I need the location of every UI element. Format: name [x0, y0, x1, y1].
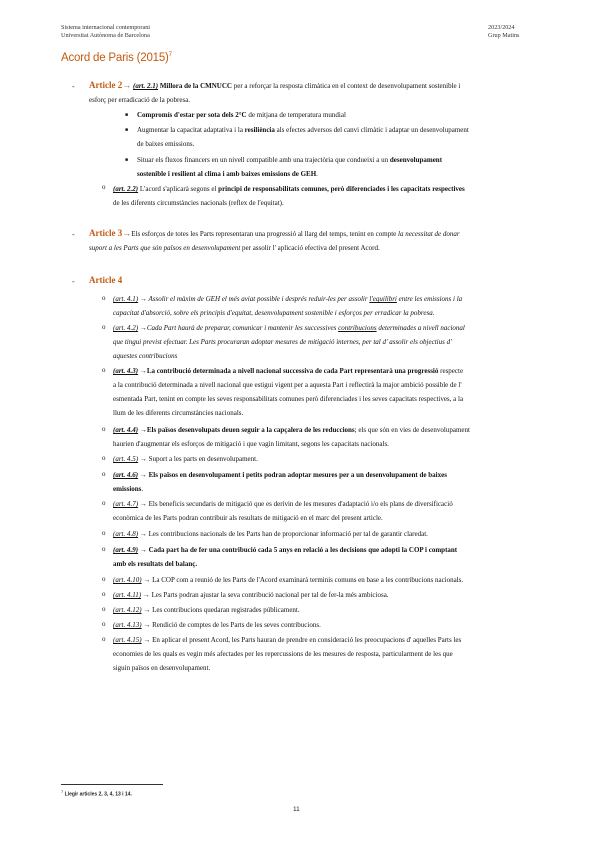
article-4-5-text: → Suport a les parts en desenvolupament. — [138, 455, 258, 463]
article-4-7-item — [113, 497, 540, 525]
article-4-3-line3: esmentada Part, tenint en compte les seves responsabilitats comunes però diferenciades i les seves capacitats respectives, a la — [113, 395, 464, 403]
circle-bullet-icon: o — [102, 499, 106, 507]
arrow-icon: → — [122, 80, 132, 90]
circle-bullet-icon: o — [102, 294, 106, 302]
article-4-13-item — [113, 618, 540, 632]
section-title-text: Acord de Paris (2015) — [61, 52, 169, 64]
article-3-italic: la necessitat de donar — [398, 230, 460, 238]
article-4-13-text: → Rendició de comptes de les Parts de les seves contribucions. — [141, 621, 321, 629]
article-3-text: Els esforços de totes les Parts representaran una progressió al llarg del temps, tenint en compte — [131, 230, 398, 238]
article-4-1-line2: capacitat d'absorció, sobre els principis d'equitat, desenvolupament sostenible i esforços per erradicar la pobresa. — [113, 309, 435, 317]
sub-item-1-text: de mitjana de temperatura mundial — [246, 111, 346, 119]
article-4-4-bold: Els països desenvolupats deuen seguir a la capçalera de les reduccions — [146, 426, 355, 434]
article-2-1-ref: (art. 2.1) — [132, 82, 159, 90]
article-4-11-text: → Les Parts podran ajustar la seva contribució nacional per tal de fer-la més ambiciosa. — [141, 591, 389, 599]
article-4-6-end: . — [141, 485, 144, 493]
article-4-heading: Article 4 — [89, 275, 123, 285]
article-4-6-arrow: → — [138, 471, 149, 479]
article-4-10-ref: (art. 4.10) — [113, 576, 142, 584]
article-2-1-text-line2: esforç per erradicació de la pobresa. — [89, 96, 191, 104]
article-4-5-item — [113, 452, 540, 466]
circle-bullet-icon: o — [102, 470, 106, 478]
section-title — [61, 52, 172, 64]
circle-bullet-icon: o — [102, 605, 106, 613]
square-bullet-icon: ■ — [125, 113, 129, 118]
article-2-2-text: L'acord s'aplicarà segons el — [138, 185, 219, 193]
article-4-3-ref: (art. 4.3) — [113, 367, 139, 375]
circle-bullet-icon: o — [102, 545, 106, 553]
article-4-1-ref: (art. 4.1) — [113, 295, 139, 303]
dash-marker: - — [72, 82, 75, 91]
article-4-3-item — [113, 364, 540, 420]
article-2-sub-item-1 — [137, 108, 540, 122]
header-course: Sistema internacional contemporani — [61, 24, 151, 31]
article-2-sub-item-3 — [137, 153, 540, 181]
article-4-11-ref: (art. 4.11) — [113, 591, 142, 599]
article-4-15-text: → En aplicar el present Acord, les Parts hauran de prendre en consideració les preocupacions d' aquelles Parts les — [141, 636, 462, 644]
header-group: Grup Matins — [488, 32, 520, 39]
sub-item-3-text: Situar els fluxos financers en un nivell compatible amb una trajectòria que condueixi a un — [137, 156, 390, 164]
article-4-7-text: → Els beneficis secundaris de mitigació que es derivin de les mesures d'adaptació i/o els plans de diversificació — [138, 500, 453, 508]
article-4-6-ref: (art. 4.6) — [113, 471, 139, 479]
footnote-marker: 7 — [168, 52, 172, 59]
dash-marker: - — [72, 277, 75, 286]
article-4-6-item — [113, 468, 540, 496]
article-2-1-bold: Millora de la CMNUCC — [159, 82, 232, 90]
article-4-2-underlined: contribucions — [338, 324, 377, 332]
article-4-4-line2: haurien d'augmentar els esforços de mitigació i que vagin limitant, segons les capacitats nacionals. — [113, 440, 389, 448]
article-4-3-arrow: → — [138, 367, 147, 375]
article-4-15-ref: (art. 4.15) — [113, 636, 142, 644]
article-4-6-bold: Els països en desenvolupament i petits podran adoptar mesures per a un desenvolupament de baixes — [148, 471, 447, 479]
circle-bullet-icon: o — [102, 620, 106, 628]
sub-item-1-bold: Compromís d'estar per sota dels 2°C — [137, 111, 247, 119]
article-2-heading: Article 2 — [89, 80, 123, 90]
article-2-1-text: per a reforçar la resposta climàtica en el context de desenvolupament sostenible i — [231, 82, 461, 90]
article-4-heading-wrap — [89, 273, 540, 288]
sub-item-2-line2: de baixes emissions. — [137, 140, 195, 148]
sub-item-2-text-a: Augmentar la capacitat adaptativa i la — [137, 126, 245, 134]
footnote-text: Llegir articles 2, 3, 4, 13 i 14. — [64, 791, 132, 798]
article-4-1-item — [113, 292, 540, 320]
article-4-9-item — [113, 543, 540, 571]
article-4-4-item — [113, 423, 540, 451]
sub-item-2-text-b: als efectes adversos del canvi climàtic i adaptar un desenvolupament — [274, 126, 469, 134]
sub-item-3-bold: desenvolupament — [389, 156, 443, 164]
circle-bullet-icon: o — [102, 454, 106, 462]
header-right — [488, 24, 519, 40]
article-4-4-text: ; els que són en vies de desenvolupament — [354, 426, 470, 434]
article-4-2-item — [113, 321, 540, 363]
arrow-icon: → — [122, 228, 132, 238]
article-4-5-ref: (art. 4.5) — [113, 455, 139, 463]
article-2-2-ref: (art. 2.2) — [113, 185, 139, 193]
article-3-italic-line2: suport a les Parts que són països en desenvolupament — [89, 244, 241, 252]
square-bullet-icon: ■ — [125, 158, 129, 163]
article-4-12-ref: (art. 4.12) — [113, 606, 142, 614]
article-4-8-item — [113, 527, 540, 541]
article-4-10-text: → La COP com a reunió de les Parts de l'Acord examinarà terminis comuns en base a les contribucions nacionals. — [141, 576, 464, 584]
square-bullet-icon: ■ — [125, 128, 129, 133]
article-4-1-underlined: l'equilibri — [369, 295, 397, 303]
article-4-8-ref: (art. 4.8) — [113, 530, 139, 538]
article-4-4-arrow: → — [138, 426, 147, 434]
footnote — [61, 789, 132, 798]
article-4-9-line2: amb els resultats del balanç. — [113, 560, 198, 568]
article-4-4-ref: (art. 4.4) — [113, 426, 139, 434]
article-4-9-bold: → Cada part ha de fer una contribució cada 5 anys en relació a les decisions que adopti la COP i comptant — [138, 546, 458, 554]
article-4-12-text: → Les contribucions quedaran registrades públicament. — [141, 606, 300, 614]
article-4-15-item — [113, 633, 540, 675]
circle-bullet-icon: o — [102, 590, 106, 598]
article-4-3-line4: llum de les diferents circumstàncies nacionals. — [113, 409, 244, 417]
article-4-3-line2: a la contribució determinada a nivell nacional que estigui vigent per a aquesta Part i reflectirà la major ambició possible de l' — [113, 381, 462, 389]
footnote-divider — [61, 784, 163, 785]
circle-bullet-icon: o — [102, 323, 106, 331]
sub-item-2-bold: resiliència — [244, 126, 275, 134]
sub-item-3-bold-line2: sostenible i resilient al clima i amb baixes emissions de GEH — [137, 170, 317, 178]
article-4-9-ref: (art. 4.9) — [113, 546, 139, 554]
article-2-paragraph — [89, 78, 540, 107]
dash-marker: - — [72, 230, 75, 239]
article-4-2-text: →Cada Part haurà de preparar, comunicar i mantenir les successives — [138, 324, 339, 332]
circle-bullet-icon: o — [102, 529, 106, 537]
article-4-7-ref: (art. 4.7) — [113, 500, 139, 508]
article-2-2-bold: principi de responsabilitats comunes, però diferenciades i les capacitats respectives — [218, 185, 465, 193]
article-4-2-text-b: determinades a nivell nacional — [376, 324, 465, 332]
page-number: 11 — [293, 806, 300, 813]
article-3-heading: Article 3 — [89, 228, 123, 238]
header-left — [61, 24, 150, 40]
circle-bullet-icon: o — [102, 575, 106, 583]
header-year: 2023/2024 — [488, 24, 515, 31]
header-university: Universitat Autònoma de Barcelona — [61, 32, 150, 39]
article-4-1-text-b: entre les emissions i la — [396, 295, 463, 303]
footnote-number: 7 — [61, 789, 64, 794]
article-2-sub-item-2 — [137, 123, 540, 151]
article-4-10-item — [113, 573, 540, 587]
circle-bullet-icon: o — [102, 425, 106, 433]
article-4-1-text: → Assolir el màxim de GEH el més aviat possible i després reduir-les per assolir — [138, 295, 370, 303]
article-4-8-text: → Les contribucions nacionals de les Parts han de proporcionar informació per tal de garantir claredat. — [138, 530, 428, 538]
article-4-7-line2: econòmica de les Parts podran contribuir als resultats de mitigació en el marc del present article. — [113, 514, 383, 522]
circle-bullet-icon: o — [102, 635, 106, 643]
article-4-12-item — [113, 603, 540, 617]
circle-bullet-icon: o — [102, 366, 106, 374]
article-3-paragraph — [89, 226, 540, 255]
article-2-2-line2: de les diferents circumstàncies nacionals (reflex de l'equitat). — [113, 199, 284, 207]
article-4-13-ref: (art. 4.13) — [113, 621, 142, 629]
article-4-15-line2: economies de les quals es vegin més afectades per les repercussions de les mesures de resposta, particularment de les que — [113, 650, 453, 658]
sub-item-3-end: . — [316, 170, 318, 178]
article-3-text-line2: per assolir l' aplicació efectiva del present Acord. — [240, 244, 380, 252]
article-4-6-line2: emissions — [113, 485, 142, 493]
article-4-2-line2: que tingui previst efectuar. Les Parts procuraran adoptar mesures de mitigació internes, per tal d' assolir els objectius d' — [113, 338, 452, 346]
article-4-3-text: respecte — [438, 367, 464, 375]
article-4-2-ref: (art. 4.2) — [113, 324, 139, 332]
article-4-3-bold: La contribució determinada a nivell nacional successiva de cada Part representarà una progressió — [146, 367, 439, 375]
article-4-2-line3: aquestes contribucions — [113, 352, 178, 360]
article-2-2-item — [113, 182, 540, 210]
article-4-11-item — [113, 588, 540, 602]
article-4-15-line3: siguin països en desenvolupament. — [113, 664, 211, 672]
circle-bullet-icon: o — [102, 183, 106, 191]
